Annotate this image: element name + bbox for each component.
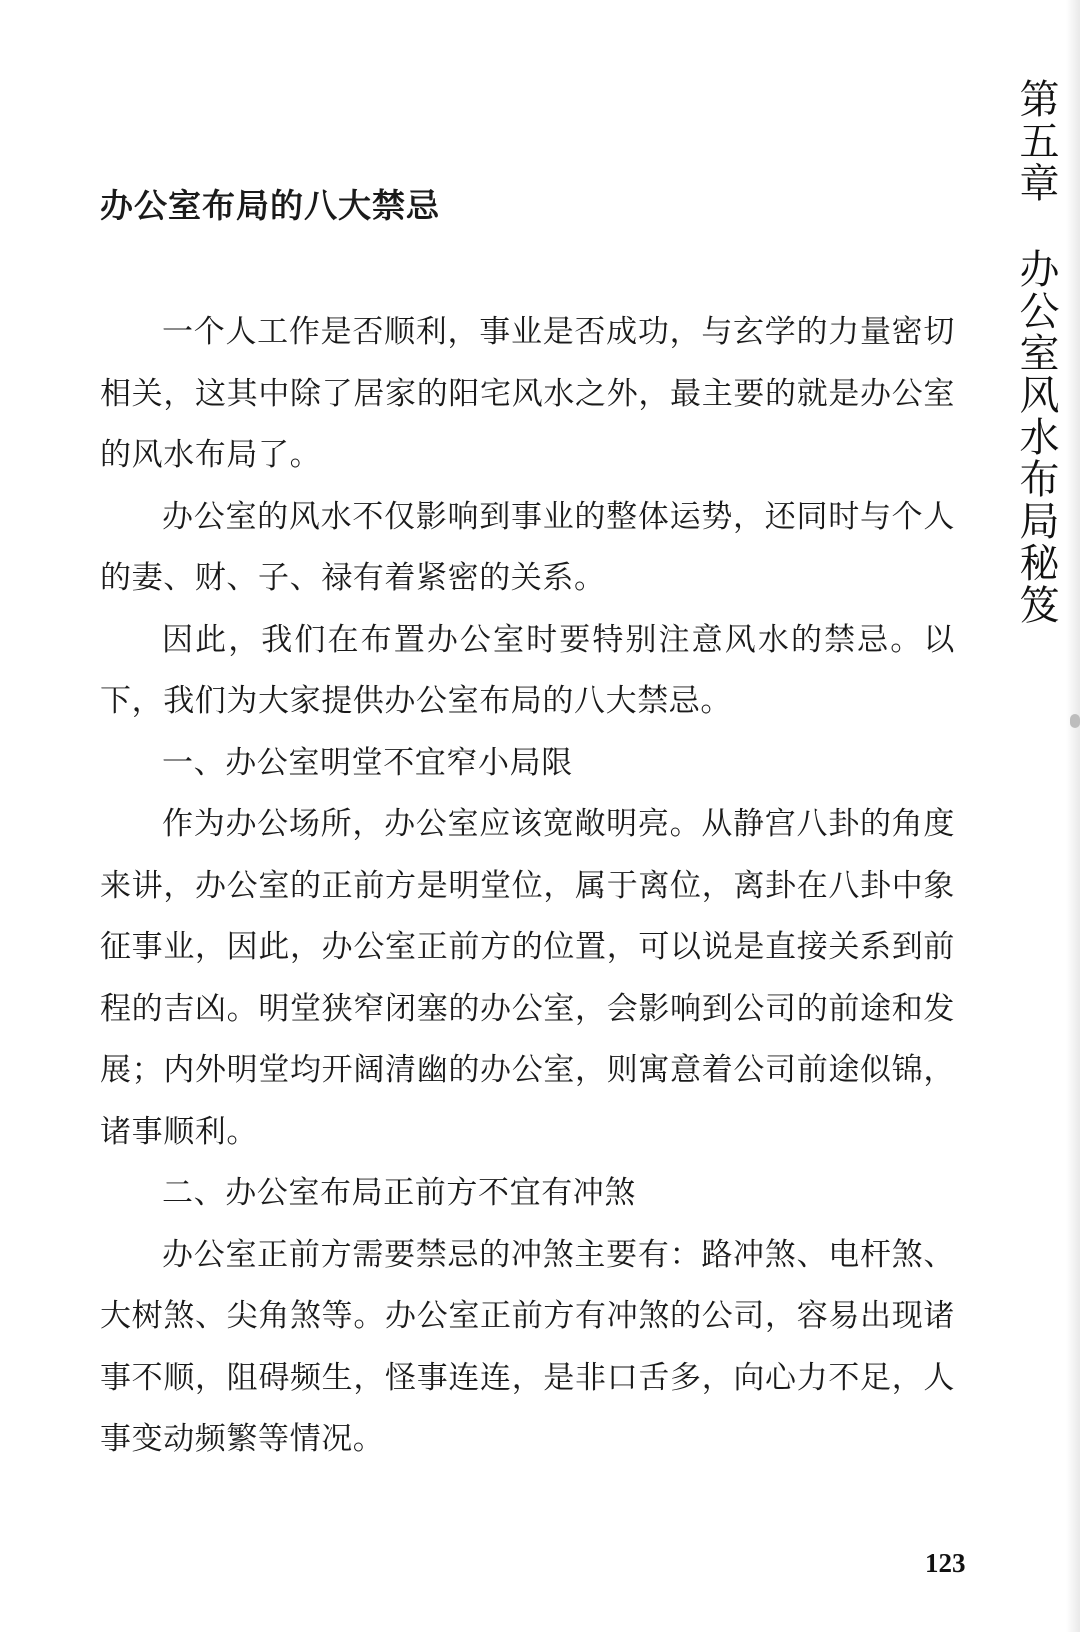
edge-marker bbox=[1070, 714, 1080, 728]
paragraph: 作为办公场所，办公室应该宽敞明亮。从静宫八卦的角度来讲，办公室的正前方是明堂位，属于离位，离卦在八卦中象征事业，因此，办公室正前方的位置，可以说是直接关系到前程的吉凶。明堂狭窄闭塞的办公室，会影响到公司的前途和发展；内外明堂均开阔清幽的办公室，则寓意着公司前途似锦，诸事顺利。 bbox=[100, 806, 955, 1150]
chapter-number: 第五章 bbox=[1013, 78, 1059, 204]
page-number: 123 bbox=[925, 1548, 966, 1578]
section-title: 办公室布局的八大禁忌 bbox=[100, 186, 440, 225]
paragraph: 办公室正前方需要禁忌的冲煞主要有：路冲煞、电杆煞、大树煞、尖角煞等。办公室正前方有冲煞的公司，容易出现诸事不顺，阻碍频生，怪事连连，是非口舌多，向心力不足，人事变动频繁等情况。 bbox=[100, 1236, 955, 1457]
binding-edge bbox=[1066, 0, 1080, 1632]
page-body bbox=[100, 176, 955, 1471]
paragraph: 办公室的风水不仅影响到事业的整体运势，还同时与个人的妻、财、子、禄有着紧密的关系。 bbox=[100, 498, 955, 596]
subheading: 二、办公室布局正前方不宜有冲煞 bbox=[162, 1175, 636, 1211]
chapter-running-head bbox=[1008, 78, 1064, 626]
subheading: 一、办公室明堂不宜窄小局限 bbox=[162, 744, 573, 781]
paragraph: 一个人工作是否顺利，事业是否成功，与玄学的力量密切相关，这其中除了居家的阳宅风水之外，最主要的就是办公室的风水布局了。 bbox=[100, 314, 955, 473]
paragraph: 因此，我们在布置办公室时要特别注意风水的禁忌。以下，我们为大家提供办公室布局的八大禁忌。 bbox=[100, 621, 955, 719]
chapter-title: 办公室风水布局秘笈 bbox=[1013, 248, 1059, 626]
